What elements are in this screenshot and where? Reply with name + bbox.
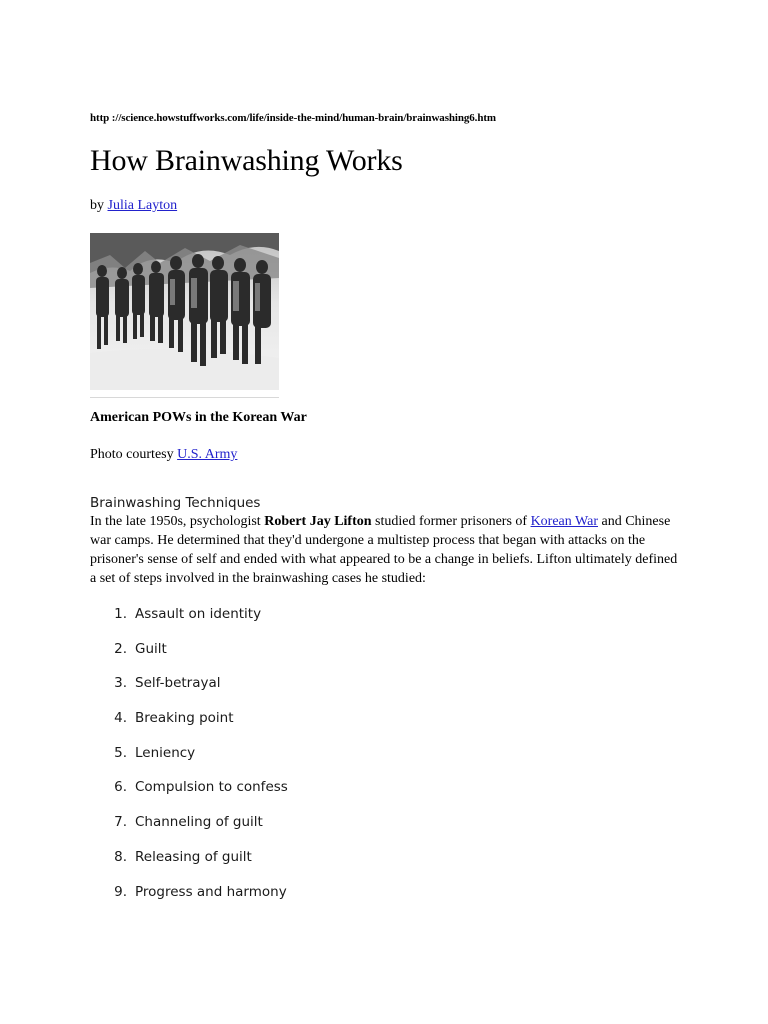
intro-paragraph <box>90 512 680 588</box>
list-item-text: Progress and harmony <box>135 883 287 900</box>
list-item-number: 2. <box>114 640 127 657</box>
us-army-link[interactable]: U.S. Army <box>177 447 238 462</box>
photo-caption: American POWs in the Korean War <box>90 410 307 425</box>
list-item-number: 9. <box>114 883 127 900</box>
para-text-1: In the late 1950s, psychologist <box>90 514 265 529</box>
pow-photo-image <box>90 233 279 390</box>
photo-credit <box>90 447 237 463</box>
list-item-text: Releasing of guilt <box>135 848 252 865</box>
photo-credit-prefix: Photo courtesy <box>90 447 178 462</box>
list-item-number: 3. <box>114 675 127 692</box>
list-item-text: Channeling of guilt <box>135 814 263 831</box>
source-url: http ://science.howstuffworks.com/life/inside-the-mind/human-brain/brainwashing6.htm <box>90 112 496 124</box>
article-title: How Brainwashing Works <box>90 144 403 177</box>
list-item-text: Breaking point <box>135 710 234 727</box>
byline-prefix: by <box>90 198 108 213</box>
list-item-number: 6. <box>114 779 127 796</box>
lifton-name: Robert Jay Lifton <box>264 514 372 529</box>
author-link[interactable]: Julia Layton <box>107 198 178 213</box>
pow-photo <box>90 233 279 390</box>
list-item-text: Self-betrayal <box>135 675 221 692</box>
list-item-text: Compulsion to confess <box>135 779 288 796</box>
section-heading: Brainwashing Techniques <box>90 495 261 512</box>
list-item-number: 8. <box>114 848 127 865</box>
list-item-text: Assault on identity <box>135 606 262 622</box>
list-item-number: 1. <box>114 606 127 622</box>
korean-war-link[interactable]: Korean War <box>530 514 598 529</box>
photo-divider <box>90 397 279 398</box>
para-text-3: and Chinese war camps. He determined that they'd undergone a multistep process that began with attacks on the prisoner's sense of self and ended with what appeared to be a change in beliefs. Lifton ultimately defined a set of steps involved in the brainwashing cases he studied: <box>90 514 678 586</box>
list-item-number: 4. <box>114 710 127 727</box>
list-item-text: Leniency <box>135 744 196 761</box>
list-item-number: 5. <box>114 744 127 761</box>
list-item-text: Guilt <box>135 640 167 657</box>
para-text-2: studied former prisoners of <box>371 514 531 529</box>
list-item-number: 7. <box>114 814 127 831</box>
byline <box>90 198 177 214</box>
